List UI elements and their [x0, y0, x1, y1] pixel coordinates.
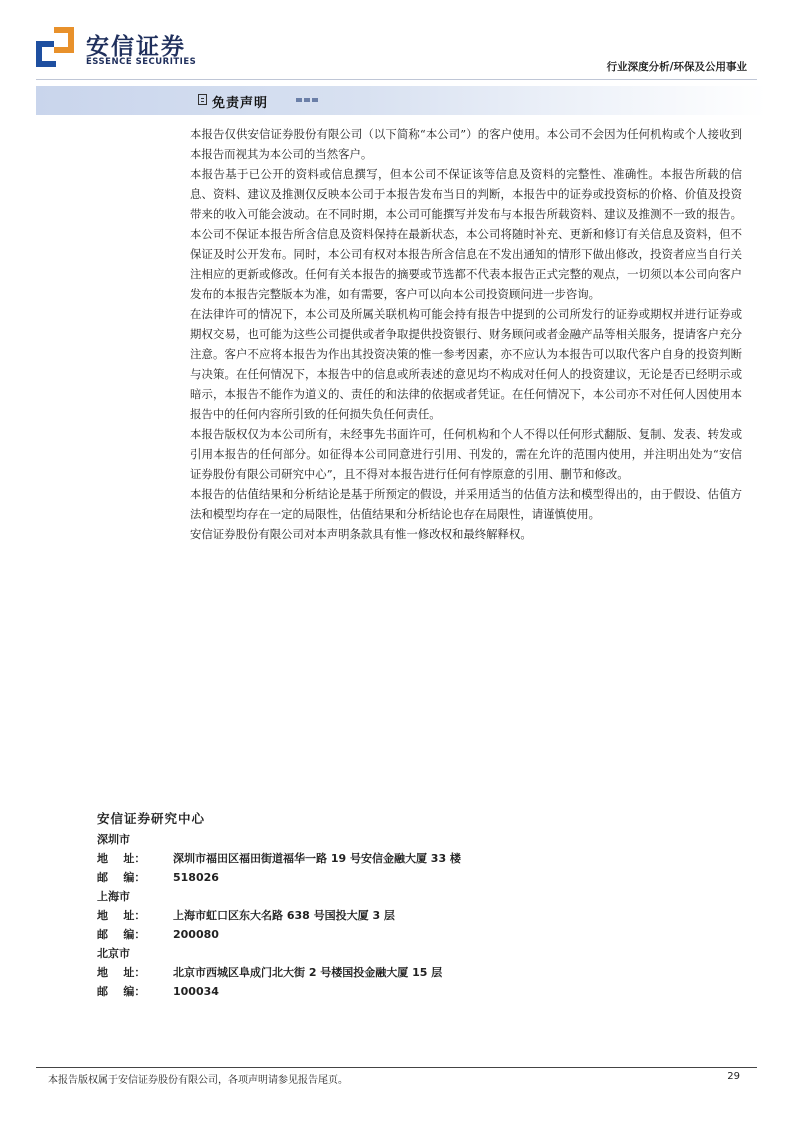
disclaimer-paragraph: 本报告仅供安信证券股份有限公司（以下简称“本公司”）的客户使用。本公司不会因为任何机构或个人接收到本报告而视其为本公司的当然客户。 — [190, 127, 742, 161]
office-address: 上海市虹口区东大名路 638 号国投大厦 3 层 — [173, 909, 395, 922]
logo-text-cn: 安信证券 — [86, 34, 186, 60]
section-banner — [36, 86, 766, 115]
postcode-label: 邮 编： — [97, 871, 146, 884]
essence-logo-icon — [36, 27, 74, 67]
address-label: 地 址： — [97, 966, 146, 979]
disclaimer-body — [190, 124, 742, 544]
research-center-title: 安信证券研究中心 — [97, 811, 206, 826]
logo-text-en: ESSENCE SECURITIES — [86, 57, 197, 67]
section-title: 免责声明 — [212, 96, 269, 111]
company-logo — [36, 27, 196, 71]
office-postcode: 518026 — [173, 871, 219, 884]
disclaimer-paragraph: 本报告版权仅为本公司所有，未经事先书面许可，任何机构和个人不得以任何形式翻版、复制、发表、转发或引用本报告的任何部分。如征得本公司同意进行引用、刊发的，需在允许的范围内使用，并注明出处为“安信证券股份有限公司研究中心”，且不得对本报告进行任何有悖原意的引用、删节和修改。 — [190, 427, 742, 481]
office-address: 北京市西城区阜成门北大街 2 号楼国投金融大厦 15 层 — [173, 966, 443, 979]
banner-decoration — [296, 98, 320, 103]
page-number: 29 — [727, 1071, 740, 1082]
disclaimer-paragraph: 本报告的估值结果和分析结论是基于所预定的假设，并采用适当的估值方法和模型得出的，由于假设、估值方法和模型均存在一定的局限性，估值结果和分析结论也存在局限性，请谨慎使用。 — [190, 487, 742, 521]
disclaimer-paragraph: 安信证券股份有限公司对本声明条款具有惟一修改权和最终解释权。 — [190, 527, 532, 541]
office-postcode-row — [97, 868, 657, 887]
office-postcode: 200080 — [173, 928, 219, 941]
footer-copyright: 本报告版权属于安信证券股份有限公司，各项声明请参见报告尾页。 — [48, 1075, 348, 1086]
office-address-row — [97, 963, 657, 982]
office-address-row — [97, 906, 657, 925]
disclaimer-paragraph: 本报告基于已公开的资料或信息撰写，但本公司不保证该等信息及资料的完整性、准确性。本报告所载的信息、资料、建议及推测仅反映本公司于本报告发布当日的判断，本报告中的证券或投资标的价格、价值及投资带来的收入可能会波动。在不同时期，本公司可能撰写并发布与本报告所载资料、建议及推测不一致的报告。本公司不保证本报告所含信息及资料保持在最新状态，本公司将随时补充、更新和修订有关信息及资料，但不保证及时公开发布。同时，本公司有权对本报告所含信息在不发出通知的情形下做出修改，投资者应当自行关注相应的更新或修改。任何有关本报告的摘要或节选都不代表本报告正式完整的观点，一切须以本公司向客户发布的本报告完整版本为准，如有需要，客户可以向本公司投资顾问进一步咨询。 — [190, 167, 742, 301]
postcode-label: 邮 编： — [97, 985, 146, 998]
office-city: 深圳市 — [97, 833, 130, 846]
office-address: 深圳市福田区福田街道福华一路 19 号安信金融大厦 33 楼 — [173, 852, 461, 865]
address-label: 地 址： — [97, 852, 146, 865]
address-label: 地 址： — [97, 909, 146, 922]
header-divider — [36, 79, 757, 80]
office-city: 北京市 — [97, 947, 130, 960]
disclaimer-paragraph: 在法律许可的情况下，本公司及所属关联机构可能会持有报告中提到的公司所发行的证券或期权并进行证券或期权交易，也可能为这些公司提供或者争取提供投资银行、财务顾问或者金融产品等相关服务，提请客户充分注意。客户不应将本报告为作出其投资决策的惟一参考因素，亦不应认为本报告可以取代客户自身的投资判断与决策。在任何情况下，本报告中的信息或所表述的意见均不构成对任何人的投资建议，无论是否已经明示或暗示，本报告不能作为道义的、责任的和法律的依据或者凭证。在任何情况下，本公司亦不对任何人因使用本报告中的任何内容所引致的任何损失负任何责任。 — [190, 307, 742, 421]
office-postcode: 100034 — [173, 985, 219, 998]
office-city: 上海市 — [97, 890, 130, 903]
office-postcode-row — [97, 982, 657, 1001]
contact-info — [97, 808, 657, 1001]
footer-divider — [36, 1067, 757, 1068]
report-type: 行业深度分析/环保及公用事业 — [606, 61, 747, 73]
office-postcode-row — [97, 925, 657, 944]
office-address-row — [97, 849, 657, 868]
document-icon — [198, 94, 207, 105]
postcode-label: 邮 编： — [97, 928, 146, 941]
